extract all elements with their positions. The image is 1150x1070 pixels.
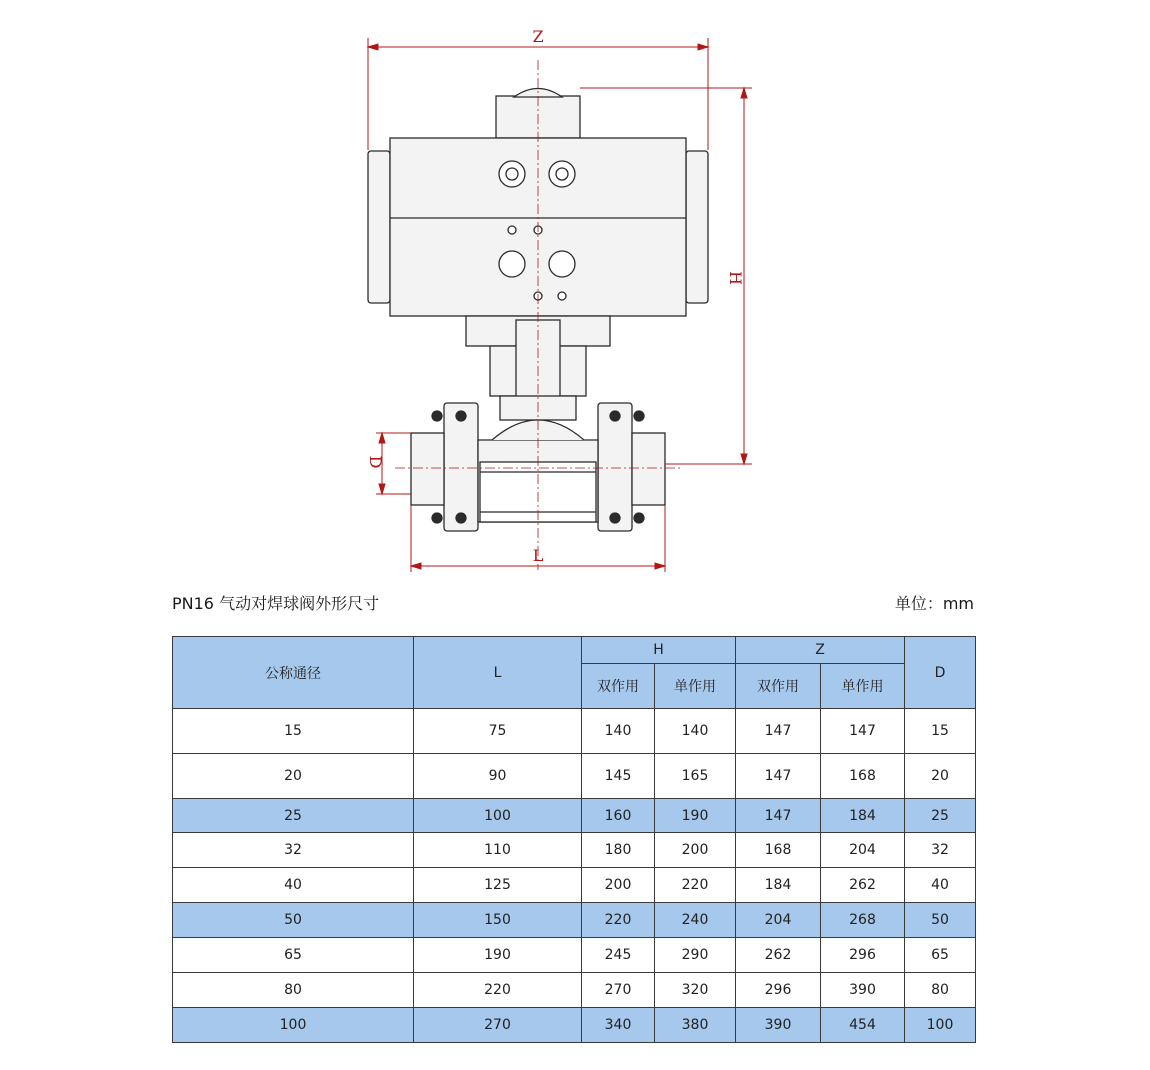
cell-h-double: 245	[582, 938, 655, 973]
table-row	[173, 973, 976, 1008]
header-z-double-acting: 双作用	[736, 664, 821, 709]
cell-nominal: 20	[173, 754, 414, 799]
cell-l: 90	[414, 754, 582, 799]
cell-z-double: 147	[736, 754, 821, 799]
cell-nominal: 25	[173, 799, 414, 833]
cell-h-double: 200	[582, 868, 655, 903]
table-row	[173, 868, 976, 903]
cell-h-double: 145	[582, 754, 655, 799]
cell-l: 220	[414, 973, 582, 1008]
dimension-d-label: D	[366, 455, 385, 469]
cell-z-single: 184	[821, 799, 905, 833]
flange-right	[598, 403, 632, 531]
cell-d: 20	[905, 754, 976, 799]
cell-z-double: 168	[736, 833, 821, 868]
cell-h-double: 180	[582, 833, 655, 868]
actuator-left-cap	[368, 151, 390, 303]
cell-nominal: 80	[173, 973, 414, 1008]
cell-h-single: 240	[655, 903, 736, 938]
bolt-icon	[432, 411, 442, 421]
cell-l: 75	[414, 709, 582, 754]
cell-z-double: 147	[736, 799, 821, 833]
cell-z-single: 147	[821, 709, 905, 754]
cell-nominal: 15	[173, 709, 414, 754]
cell-d: 50	[905, 903, 976, 938]
unit-label: 单位：mm	[894, 594, 974, 613]
cell-l: 270	[414, 1008, 582, 1043]
flange-left	[444, 403, 478, 531]
cell-z-single: 454	[821, 1008, 905, 1043]
cell-l: 100	[414, 799, 582, 833]
cell-d: 32	[905, 833, 976, 868]
cell-z-double: 262	[736, 938, 821, 973]
cell-z-double: 204	[736, 903, 821, 938]
cell-d: 80	[905, 973, 976, 1008]
table-row	[173, 833, 976, 868]
table-row	[173, 903, 976, 938]
dimension-l-label: L	[532, 546, 544, 565]
header-z: Z	[736, 637, 905, 664]
cell-nominal: 100	[173, 1008, 414, 1043]
header-h-single-acting: 单作用	[655, 664, 736, 709]
cell-d: 25	[905, 799, 976, 833]
cell-d: 15	[905, 709, 976, 754]
cell-l: 190	[414, 938, 582, 973]
cell-h-single: 200	[655, 833, 736, 868]
cell-d: 40	[905, 868, 976, 903]
cell-z-double: 296	[736, 973, 821, 1008]
table-row	[173, 709, 976, 754]
cell-z-single: 268	[821, 903, 905, 938]
cell-z-single: 204	[821, 833, 905, 868]
cell-h-single: 380	[655, 1008, 736, 1043]
table-row	[173, 799, 976, 833]
table-row	[173, 1008, 976, 1043]
cell-h-single: 290	[655, 938, 736, 973]
cell-z-single: 262	[821, 868, 905, 903]
dimension-h-label: H	[726, 271, 745, 285]
port-mid-left	[499, 251, 525, 277]
header-z-single-acting: 单作用	[821, 664, 905, 709]
cell-h-single: 190	[655, 799, 736, 833]
cell-h-double: 340	[582, 1008, 655, 1043]
cell-nominal: 32	[173, 833, 414, 868]
cell-l: 150	[414, 903, 582, 938]
cell-h-double: 140	[582, 709, 655, 754]
cell-h-double: 160	[582, 799, 655, 833]
table-row	[173, 938, 976, 973]
cell-nominal: 50	[173, 903, 414, 938]
cell-h-single: 165	[655, 754, 736, 799]
cell-z-double: 390	[736, 1008, 821, 1043]
cell-h-single: 220	[655, 868, 736, 903]
table-title: PN16 气动对焊球阀外形尺寸	[172, 594, 380, 613]
cell-z-double: 147	[736, 709, 821, 754]
cell-z-single: 168	[821, 754, 905, 799]
actuator-right-cap	[686, 151, 708, 303]
cell-z-double: 184	[736, 868, 821, 903]
header-l: L	[414, 637, 582, 709]
cell-h-single: 140	[655, 709, 736, 754]
dimension-z-label: Z	[532, 27, 544, 46]
port-mid-right	[549, 251, 575, 277]
header-d: D	[905, 637, 976, 709]
cell-nominal: 65	[173, 938, 414, 973]
pipe-end-left	[411, 433, 444, 505]
table-row	[173, 754, 976, 799]
cell-l: 125	[414, 868, 582, 903]
cell-d: 100	[905, 1008, 976, 1043]
header-nominal-diameter: 公称通径	[173, 637, 414, 709]
cell-z-single: 296	[821, 938, 905, 973]
cell-d: 65	[905, 938, 976, 973]
pipe-end-right	[632, 433, 665, 505]
cell-h-single: 320	[655, 973, 736, 1008]
cell-h-double: 220	[582, 903, 655, 938]
cell-h-double: 270	[582, 973, 655, 1008]
cell-nominal: 40	[173, 868, 414, 903]
dimensions-table	[172, 636, 976, 1043]
cell-z-single: 390	[821, 973, 905, 1008]
header-h-double-acting: 双作用	[582, 664, 655, 709]
cell-l: 110	[414, 833, 582, 868]
header-h: H	[582, 637, 736, 664]
